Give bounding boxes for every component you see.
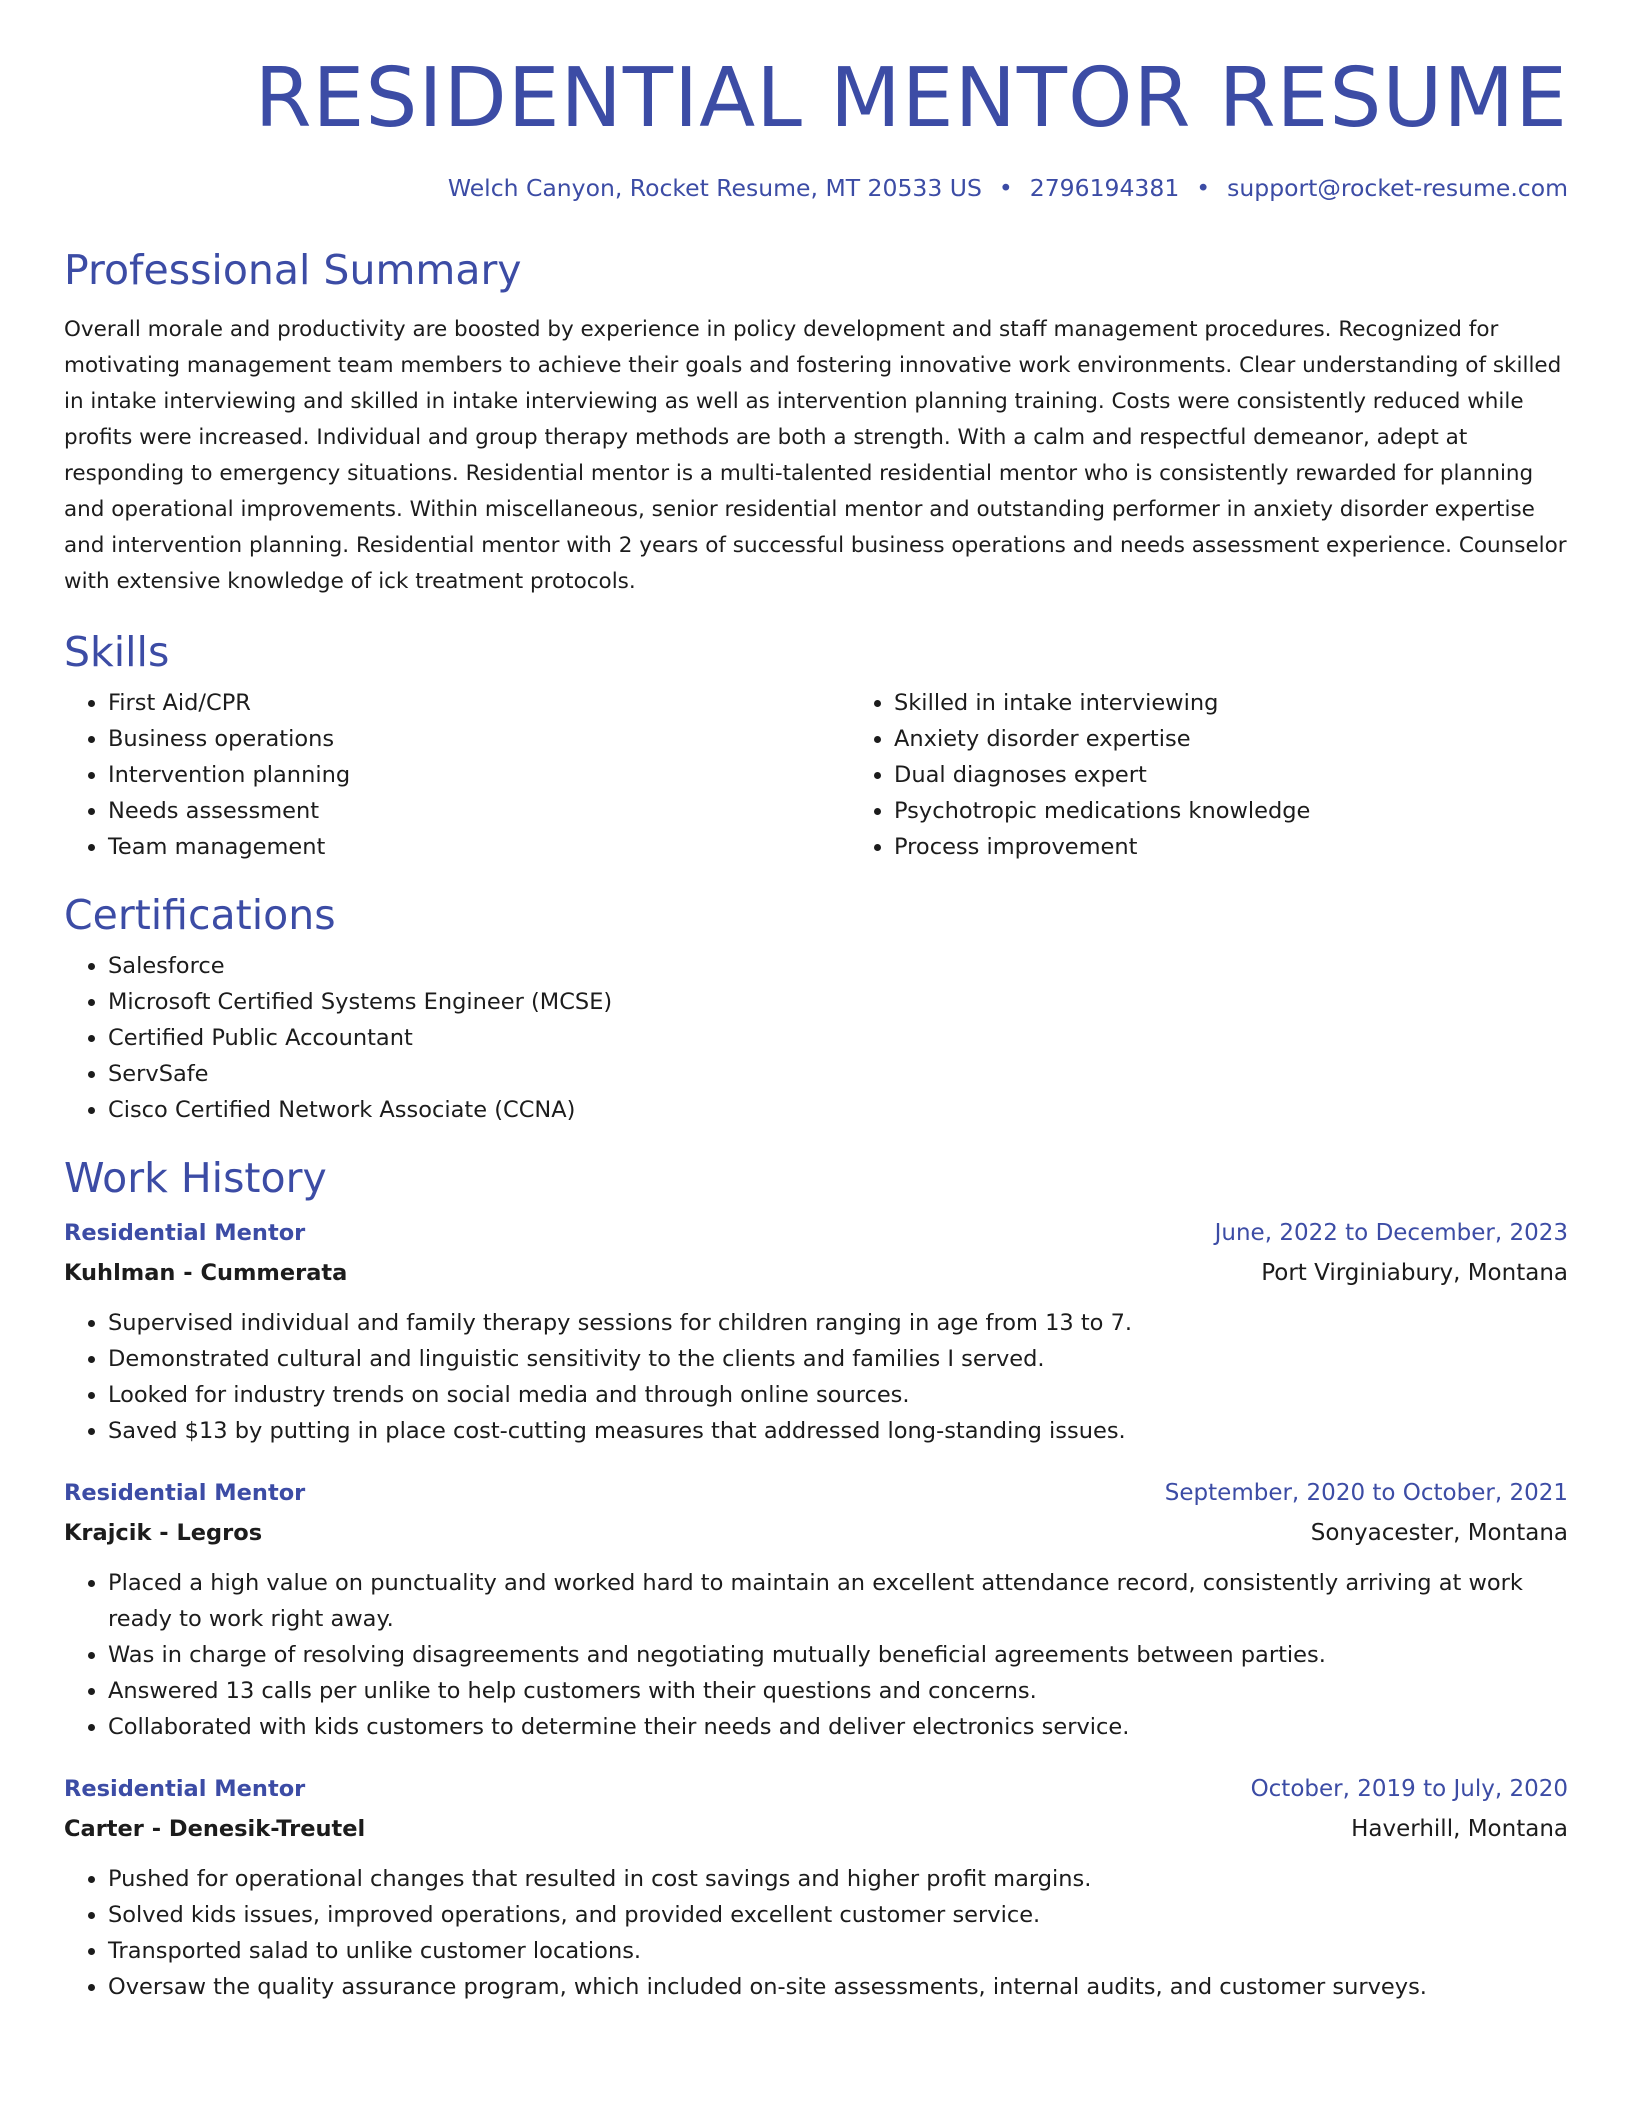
skill-item: • Business operations [108,721,850,757]
job-header [64,1769,1568,1809]
contact-address: Welch Canyon, Rocket Resume, MT 20533 US [447,174,982,203]
job-bullet: • Placed a high value on punctuality and worked hard to maintain an excellent attendance record, consistently arriving at work ready to work right away. [108,1565,1568,1637]
certification-item: • Microsoft Certified Systems Engineer (MCSE) [108,984,1568,1020]
job-bullet: • Supervised individual and family therapy sessions for children ranging in age from 13 to 7. [108,1305,1568,1341]
certification-item: • Cisco Certified Network Associate (CCNA) [108,1092,1568,1128]
job-location: Haverhill, Montana [1351,1816,1568,1843]
job-company: Kuhlman - Cummerata [64,1260,348,1287]
certification-item: • ServSafe [108,1056,1568,1092]
job-dates: October, 2019 to July, 2020 [1250,1776,1568,1803]
contact-separator: • [998,174,1013,203]
job-company: Carter - Denesik-Treutel [64,1816,366,1843]
skills-list-right [850,685,1632,865]
job-subheader [64,1253,1568,1293]
job-bullet: • Oversaw the quality assurance program, which included on-site assessments, internal audits, and customer surveys. [108,1969,1568,2005]
job-dates: September, 2020 to October, 2021 [1164,1480,1568,1507]
work-history-heading: Work History [64,1154,327,1203]
summary-text: Overall morale and productivity are boosted by experience in policy development and staff management procedures. Recognized for motivating management team members to achieve their goals and fostering innovative work environments. Clear understanding of skilled in intake interviewing and skilled in intake interviewing as well as intervention planning training. Costs were consistently reduced while profits were increased. Individual and group therapy methods are both a strength. With a calm and respectful demeanor, adept at responding to emergency situations. Residential mentor is a multi-talented residential mentor who is consistently rewarded for planning and operational improvements. Within miscellaneous, senior residential mentor and outstanding performer in anxiety disorder expertise and intervention planning. Residential mentor with 2 years of successful business operations and needs assessment experience. Counselor with extensive knowledge of ick treatment protocols. [64,316,1567,594]
skills-list-left [64,685,850,865]
skill-item: • Intervention planning [108,757,850,793]
job-entry [64,1213,1568,1449]
skill-item: • Dual diagnoses expert [894,757,1632,793]
certification-item: • Salesforce [108,948,1568,984]
contact-line [64,174,1568,202]
job-bullet: • Looked for industry trends on social media and through online sources. [108,1377,1568,1413]
skill-item: • Skilled in intake interviewing [894,685,1632,721]
job-header [64,1473,1568,1513]
job-bullet: • Demonstrated cultural and linguistic sensitivity to the clients and families I served. [108,1341,1568,1377]
job-bullet: • Transported salad to unlike customer locations. [108,1933,1568,1969]
job-header [64,1213,1568,1253]
job-entry [64,1473,1568,1745]
job-bullet: • Saved $13 by putting in place cost-cutting measures that addressed long-standing issues. [108,1413,1568,1449]
job-subheader [64,1809,1568,1849]
skill-item: • Process improvement [894,829,1632,865]
contact-phone: 2796194381 [1029,174,1180,203]
job-bullet: • Was in charge of resolving disagreements and negotiating mutually beneficial agreements between parties. [108,1637,1568,1673]
job-bullet: • Solved kids issues, improved operations, and provided excellent customer service. [108,1897,1568,1933]
job-location: Sonyacester, Montana [1310,1520,1568,1547]
summary-heading: Professional Summary [64,246,522,295]
skill-item: • First Aid/CPR [108,685,850,721]
contact-separator: • [1196,174,1211,203]
job-bullet: • Answered 13 calls per unlike to help customers with their questions and concerns. [108,1673,1568,1709]
job-bullets [64,1861,1568,2005]
job-bullets [64,1565,1568,1745]
resume-title: RESIDENTIAL MENTOR RESUME [254,51,1568,146]
job-bullet: • Collaborated with kids customers to determine their needs and deliver electronics service. [108,1709,1568,1745]
job-title: Residential Mentor [64,1220,306,1247]
job-entry [64,1769,1568,2005]
job-bullets [64,1305,1568,1449]
job-location: Port Virginiabury, Montana [1261,1260,1568,1287]
certifications-list [64,948,1568,1128]
job-company: Krajcik - Legros [64,1520,263,1547]
job-subheader [64,1513,1568,1553]
skill-item: • Anxiety disorder expertise [894,721,1632,757]
skills-heading: Skills [64,627,170,676]
contact-email[interactable]: support@rocket-resume.com [1227,174,1568,203]
job-dates: June, 2022 to December, 2023 [1214,1220,1568,1247]
skills-columns [64,685,1568,865]
job-bullet: • Pushed for operational changes that resulted in cost savings and higher profit margins. [108,1861,1568,1897]
job-title: Residential Mentor [64,1480,306,1507]
certifications-heading: Certifications [64,890,336,939]
skill-item: • Needs assessment [108,793,850,829]
skill-item: • Psychotropic medications knowledge [894,793,1632,829]
certification-item: • Certified Public Accountant [108,1020,1568,1056]
job-title: Residential Mentor [64,1776,306,1803]
skill-item: • Team management [108,829,850,865]
